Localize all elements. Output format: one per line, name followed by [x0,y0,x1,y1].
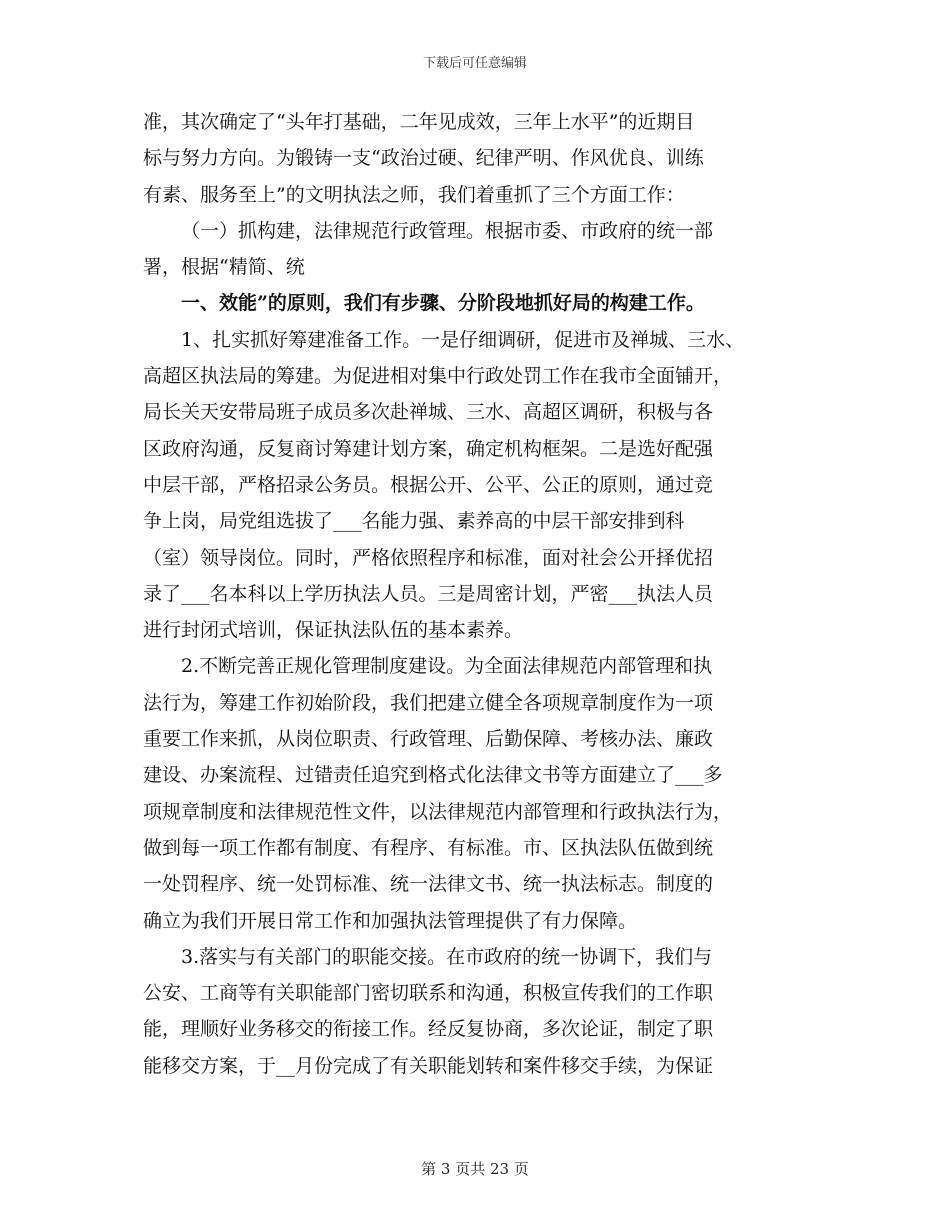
text-line: 高超区执法局的筹建。为促进相对集中行政处罚工作在我市全面铺开， [143,365,733,388]
document-body [143,104,823,1084]
text-line: 项规章制度和法律规范性文件，以法律规范内部管理和行政执法行为， [143,800,733,823]
page-number: 第 3 页共 23 页 [421,1160,529,1178]
text-line: 局长关天安带局班子成员多次赴禅城、三水、高超区调研，积极与各 [143,401,714,424]
text-line: 重要工作来抓，从岗位职责、行政管理、后勤保障、考核办法、廉政 [143,728,714,751]
text-line: 准，其次确定了“头年打基础，二年见成效，三年上水平”的近期目 [143,111,695,133]
section-heading: 一、效能”的原则，我们有步骤、分阶段地抓好局的构建工作。 [181,292,705,315]
text-line: （室）领导岗位。同时，严格依照程序和标准，面对社会公开择优招 [143,546,714,569]
text-line: 1、扎实抓好筹建准备工作。一是仔细调研，促进市及禅城、三水、 [181,328,745,351]
text-line: 标与努力方向。为锻铸一支“政治过硬、纪律严明、作风优良、训练 [143,147,704,170]
text-line: 争上岗，局党组选拔了___名能力强、素养高的中层干部安排到科 [143,510,685,533]
text-line: 署，根据“精简、统 [143,256,305,279]
text-line: 3.落实与有关部门的职能交接。在市政府的统一协调下，我们与 [181,945,713,968]
text-line: 能，理顺好业务移交的衔接工作。经反复协商，多次论证，制定了职 [143,1018,714,1041]
text-line: 录了___名本科以上学历执法人员。三是周密计划，严密___执法人员 [143,582,714,605]
text-line: 法行为，筹建工作初始阶段，我们把建立健全各项规章制度作为一项 [143,691,714,714]
text-line: 建设、办案流程、过错责任追究到格式化法律文书等方面建立了___多 [143,764,723,787]
text-line: 区政府沟通，反复商讨筹建计划方案，确定机构框架。二是选好配强 [143,437,714,460]
text-line: 2.不断完善正规化管理制度建设。为全面法律规范内部管理和执 [181,655,713,678]
text-line: 能移交方案，于__月份完成了有关职能划转和案件移交手续，为保证 [143,1054,714,1077]
text-line: 公安、工商等有关职能部门密切联系和沟通，积极宣传我们的工作职 [143,982,714,1005]
text-line: 一处罚程序、统一处罚标准、统一法律文书、统一执法标志。制度的 [143,873,714,896]
text-line: （一）抓构建，法律规范行政管理。根据市委、市政府的统一部 [181,219,714,242]
text-line: 确立为我们开展日常工作和加强执法管理提供了有力保障。 [143,909,638,932]
text-line: 进行封闭式培训，保证执法队伍的基本素养。 [143,619,524,642]
page-header: 下载后可任意编辑 [422,56,527,71]
text-line: 做到每一项工作都有制度、有程序、有标准。市、区执法队伍做到统 [143,836,714,859]
text-line: 有素、服务至上”的文明执法之师，我们着重抓了三个方面工作： [143,183,685,206]
text-line: 中层干部，严格招录公务员。根据公开、公平、公正的原则，通过竞 [143,473,714,496]
